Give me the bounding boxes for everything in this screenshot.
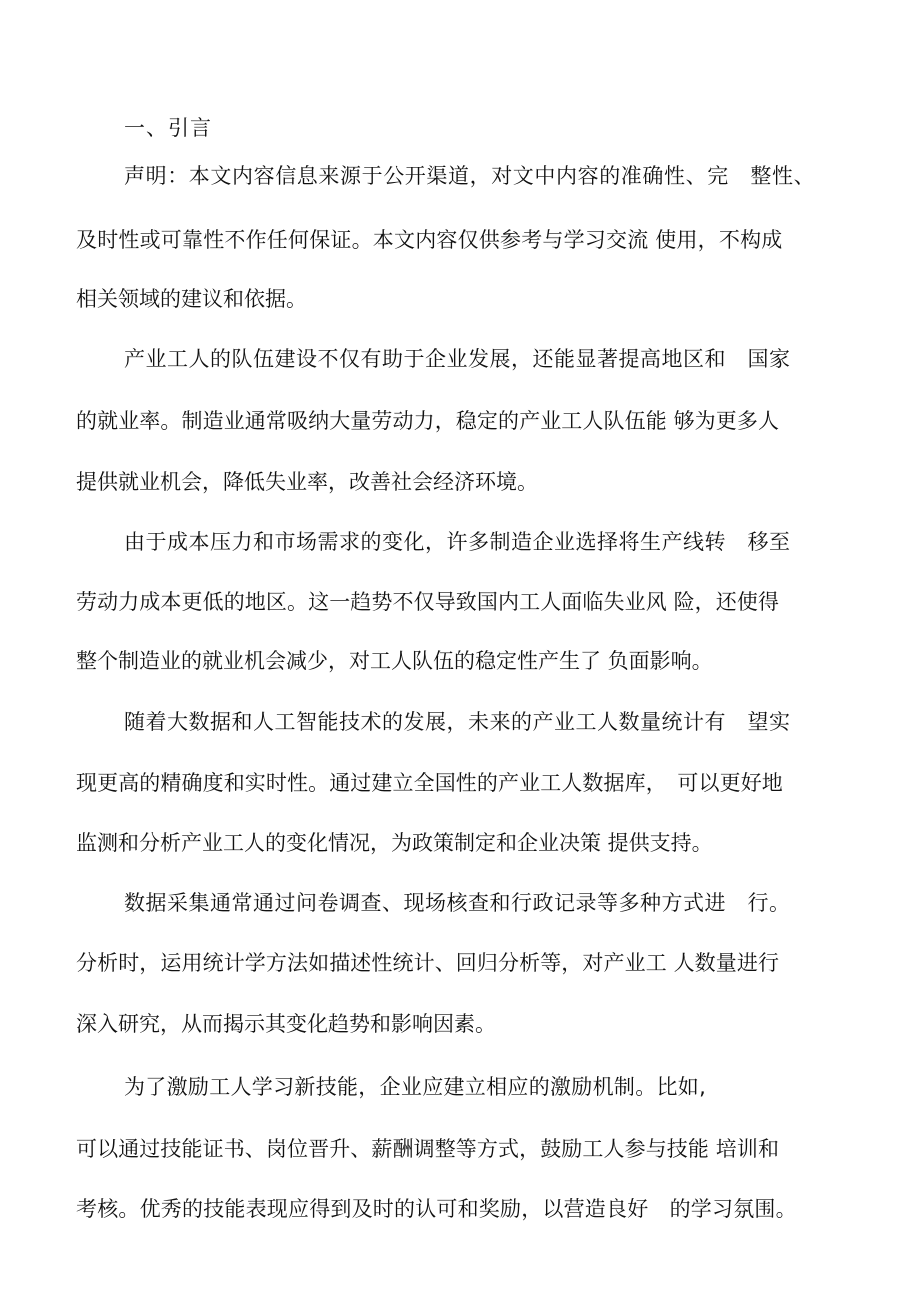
paragraph-line: 相关领域的建议和依据。 [76, 287, 307, 311]
paragraph-line: 产业工人的队伍建设不仅有助于企业发展，还能显著提高地区和 国家 [124, 347, 791, 371]
paragraph-line: 考核。优秀的技能表现应得到及时的认可和奖励，以营造良好 的学习氛围。 [76, 1197, 797, 1221]
paragraph-line: 由于成本压力和市场需求的变化，许多制造企业选择将生产线转 移至 [124, 530, 791, 554]
paragraph-line: 整个制造业的就业机会减少，对工人队伍的稳定性产生了 负面影响。 [76, 649, 713, 673]
paragraph-line: 分析时，运用统计学方法如描述性统计、回归分析等，对产业工 人数量进行 [76, 951, 780, 975]
paragraph-line: 及时性或可靠性不作任何保证。本文内容仅供参考与学习交流 使用，不构成 [76, 228, 783, 252]
paragraph-line: 现更高的精确度和实时性。通过建立全国性的产业工人数据库， 可以更好地 [76, 771, 783, 795]
section-heading: 一、引言 [124, 116, 212, 140]
paragraph-line: 声明：本文内容信息来源于公开渠道，对文中内容的准确性、完 整性、 [124, 164, 816, 188]
paragraph-line: 监测和分析产业工人的变化情况，为政策制定和企业决策 提供支持。 [76, 831, 713, 855]
paragraph-line: 深入研究，从而揭示其变化趋势和影响因素。 [76, 1012, 496, 1036]
paragraph-line: 提供就业机会，降低失业率，改善社会经济环境。 [76, 470, 538, 494]
paragraph-line: 为了激励工人学习新技能，企业应建立相应的激励机制。比如, [124, 1075, 707, 1099]
paragraph-line: 的就业率。制造业通常吸纳大量劳动力，稳定的产业工人队伍能 够为更多人 [76, 409, 780, 433]
paragraph-line: 可以通过技能证书、岗位晋升、薪酬调整等方式，鼓励工人参与技能 培训和 [76, 1137, 780, 1161]
paragraph-line: 随着大数据和人工智能技术的发展，未来的产业工人数量统计有 望实 [124, 710, 791, 734]
paragraph-line: 数据采集通常通过问卷调查、现场核查和行政记录等多种方式进 行。 [124, 891, 791, 915]
paragraph-line: 劳动力成本更低的地区。这一趋势不仅导致国内工人面临失业风 险，还使得 [76, 590, 780, 614]
